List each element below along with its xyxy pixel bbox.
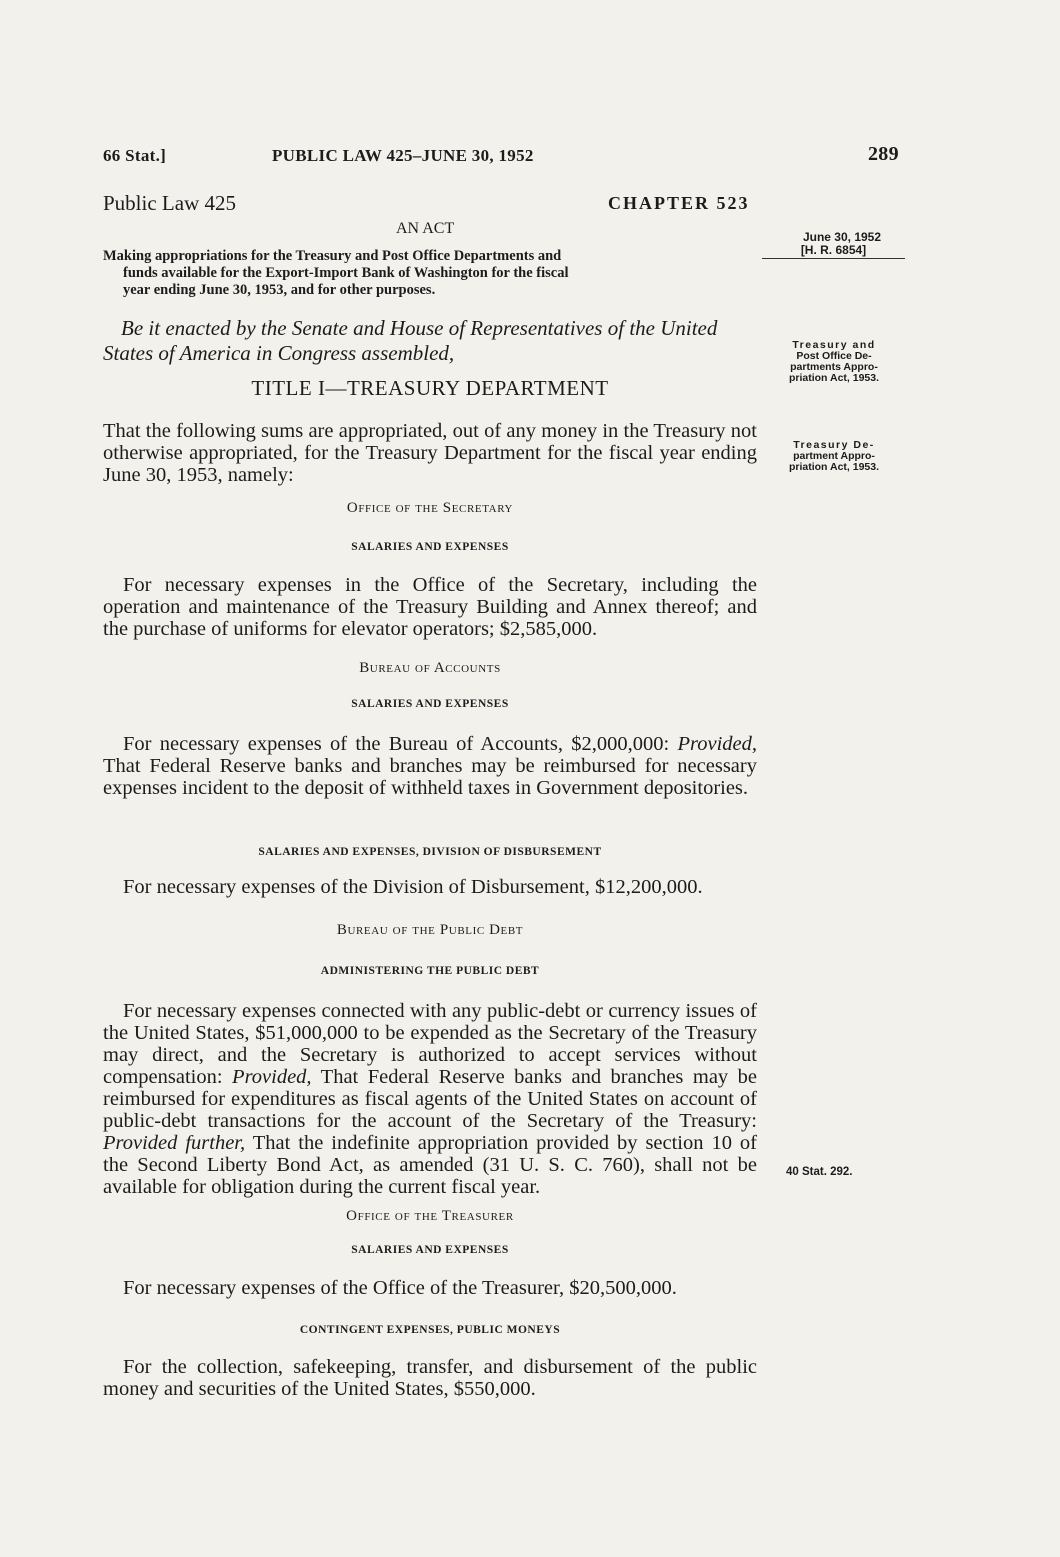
margin-date: June 30, 1952 [802,230,882,244]
page-number: 289 [868,143,899,165]
margin-note-treasury [763,440,905,473]
act-purpose [103,248,757,299]
proviso-term: Provided, [677,733,757,755]
subsection-heading: SALARIES AND EXPENSES [351,541,509,553]
margin-citation: 40 Stat. 292. [786,1166,853,1178]
paragraph-text: For necessary expenses of the Bureau of Accounts, $2,000,000: [123,733,678,755]
enacting-clause: Be it enacted by the Senate and House of Representatives of the United States of America in Congress assembled, [103,316,718,365]
margin-note-act-title [763,340,905,384]
subsection-heading: CONTINGENT EXPENSES, PUBLIC MONEYS [299,1324,561,1336]
appropriation-paragraph: For the collection, safekeeping, transfer, and disbursement of the public money and securities of the United States, $550,000. [103,1356,757,1400]
proviso-term: Provided further, [103,1132,246,1154]
margin-line: partment Appro- [793,450,875,462]
section-heading: Office of the Treasurer [346,1208,514,1224]
chapter-number: CHAPTER 523 [608,193,750,213]
paragraph-text: That Federal Reserve banks and branches may be reimbursed for necessary expenses incident to the deposit of withheld taxes in Government depositories. [103,755,757,799]
margin-line: Treasury and [792,339,876,351]
subsection-heading: SALARIES AND EXPENSES [351,698,509,710]
appropriation-paragraph [103,733,757,799]
paragraph-text: That the indefinite appropriation provided by section 10 of the Second Liberty Bond Act, as amended (31 U. S. C. 760), shall not be available for obligation during the current fiscal year. [103,1132,757,1198]
appropriation-paragraph [103,1000,757,1198]
subsection-heading: ADMINISTERING THE PUBLIC DEBT [320,965,540,977]
subsection-heading: SALARIES AND EXPENSES, DIVISION OF DISBURSEMENT [258,846,602,858]
margin-line: Treasury De- [793,439,875,451]
paragraph-text: That Federal Reserve banks and branches may be reimbursed for expenditures as fiscal agents of the United States on account of public-debt transactions for the account of the Secretary of the Treasury: [103,1066,757,1132]
public-law-number: Public Law 425 [103,191,236,215]
intro-paragraph: That the following sums are appropriated, out of any money in the Treasury not otherwise appropriated, for the Treasury Department for the fiscal year ending June 30, 1953, namely: [103,420,757,486]
purpose-line: Making appropriations for the Treasury and Post Office Departments and [103,248,562,264]
margin-line: Post Office De- [796,350,872,362]
margin-line: priation Act, 1953. [788,372,880,384]
section-heading: Office of the Secretary [346,500,514,516]
paragraph-text: For necessary expenses connected with any public-debt or currency issues of the United States, $51,000,000 to be expended as the Secretary of the Treasury may direct, and the Secretary is authorized to accept services without compensation: [103,1000,757,1088]
section-heading: Bureau of Accounts [359,660,501,676]
section-heading: Bureau of the Public Debt [336,922,524,938]
running-title: PUBLIC LAW 425–JUNE 30, 1952 [272,146,534,165]
margin-bill-number: [H. R. 6854] [762,243,905,259]
subsection-heading: SALARIES AND EXPENSES [351,1244,509,1256]
title-heading: TITLE I—TREASURY DEPARTMENT [251,376,609,400]
an-act-heading: AN ACT [396,220,455,237]
margin-line: priation Act, 1953. [788,461,880,473]
appropriation-paragraph: For necessary expenses of the Division of Disbursement, $12,200,000. [123,876,703,898]
appropriation-paragraph: For necessary expenses in the Office of the Secretary, including the operation and maintenance of the Treasury Building and Annex thereof; and the purchase of uniforms for elevator operators; $2,585,000. [103,574,757,640]
volume-reference: 66 Stat.] [103,146,167,165]
purpose-line: year ending June 30, 1953, and for other purposes. [123,282,436,298]
purpose-line: funds available for the Export-Import Bank of Washington for the fiscal [123,265,569,281]
margin-line: partments Appro- [790,361,878,373]
appropriation-paragraph: For necessary expenses of the Office of the Treasurer, $20,500,000. [123,1277,677,1299]
proviso-term: Provided, [232,1066,312,1088]
